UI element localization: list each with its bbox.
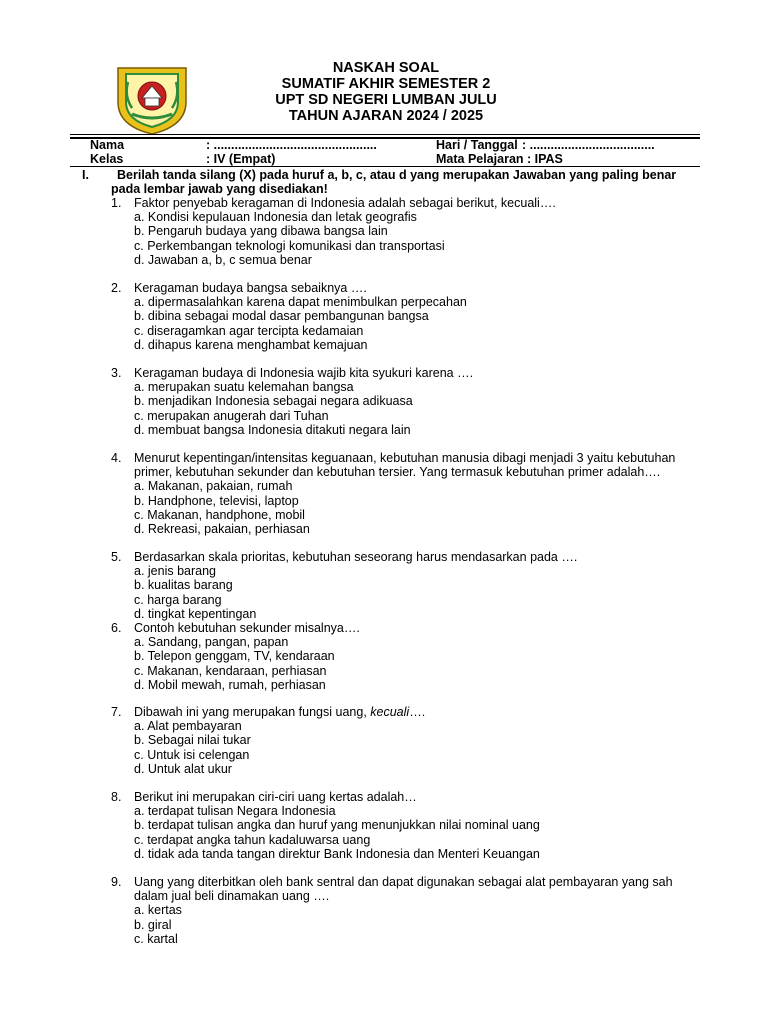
option-c[interactable]: c. Makanan, handphone, mobil	[134, 507, 305, 522]
option-a[interactable]: a. kertas	[134, 903, 182, 918]
hari-label: Hari / Tanggal	[436, 138, 518, 152]
question-stem: Contoh kebutuhan sekunder misalnya….	[134, 621, 360, 635]
title-line-4: TAHUN AJARAN 2024 / 2025	[288, 108, 484, 124]
option-d[interactable]: d. tidak ada tanda tangan direktur Bank Indonesia dan Menteri Keuangan	[134, 846, 540, 861]
option-b[interactable]: b. giral	[134, 917, 172, 932]
stem-ellipsis: ….	[409, 705, 426, 719]
option-b[interactable]: b. kualitas barang	[134, 578, 233, 593]
option-c[interactable]: c. Untuk isi celengan	[134, 747, 250, 762]
instruction-line-1: Berilah tanda silang (X) pada huruf a, b, c, atau d yang merupakan Jawaban yang paling benar	[117, 168, 677, 182]
option-c[interactable]: c. diseragamkan agar tercipta kedamaian	[134, 323, 364, 338]
question-1	[111, 196, 701, 267]
option-a[interactable]: a. merupakan suatu kelemahan bangsa	[134, 380, 354, 395]
kelas-value: : IV (Empat)	[206, 152, 276, 166]
option-d[interactable]: d. dihapus karena menghambat kemajuan	[134, 337, 368, 352]
question-8	[111, 790, 701, 861]
option-d[interactable]: d. tingkat kepentingan	[134, 606, 257, 621]
option-c[interactable]: c. kartal	[134, 931, 178, 946]
question-stem: Faktor penyebab keragaman di Indonesia adalah sebagai berikut, kecuali….	[134, 196, 556, 210]
option-a[interactable]: a. Alat pembayaran	[134, 719, 242, 734]
option-c[interactable]: c. Makanan, kendaraan, perhiasan	[134, 663, 327, 678]
instruction-line-2: pada lembar jawab yang disediakan!	[111, 182, 328, 196]
option-a[interactable]: a. Sandang, pangan, papan	[134, 635, 289, 650]
question-stem: Keragaman budaya di Indonesia wajib kita syukuri karena ….	[134, 366, 474, 380]
stem-emphasis: kecuali	[370, 705, 410, 719]
document-title	[252, 60, 520, 124]
question-number: 9.	[111, 875, 122, 889]
question-number: 1.	[111, 196, 122, 210]
school-crest-icon	[112, 62, 192, 136]
option-b[interactable]: b. dibina sebagai modal dasar pembangunan bangsa	[134, 309, 429, 324]
option-b[interactable]: b. menjadikan Indonesia sebagai negara adikuasa	[134, 394, 413, 409]
title-line-1: NASKAH SOAL	[332, 60, 440, 76]
kelas-label: Kelas	[90, 152, 124, 166]
mapel-label: Mata Pelajaran	[436, 152, 524, 166]
question-stem-line-2: primer, kebutuhan sekunder dan kebutuhan tersier. Yang termasuk kebutuhan primer adalah….	[134, 465, 661, 480]
question-number: 7.	[111, 705, 122, 719]
section-instructions	[111, 168, 701, 196]
question-9	[111, 875, 701, 946]
question-2	[111, 281, 701, 352]
option-a[interactable]: a. terdapat tulisan Negara Indonesia	[134, 804, 336, 819]
title-line-3: UPT SD NEGERI LUMBAN JULU	[275, 92, 497, 108]
option-b[interactable]: b. Handphone, televisi, laptop	[134, 493, 299, 508]
question-stem-line-1: Uang yang diterbitkan oleh bank sentral dan dapat digunakan sebagai alat pembayaran yang sah	[134, 875, 673, 889]
option-a[interactable]: a. dipermasalahkan karena dapat menimbulkan perpecahan	[134, 295, 467, 310]
question-number: 8.	[111, 790, 122, 804]
question-stem: Keragaman budaya bangsa sebaiknya ….	[134, 281, 367, 295]
nama-label: Nama	[90, 138, 125, 152]
question-number: 5.	[111, 550, 122, 564]
option-d[interactable]: d. Jawaban a, b, c semua benar	[134, 252, 312, 267]
question-7	[111, 705, 701, 776]
option-a[interactable]: a. Kondisi kepulauan Indonesia dan letak geografis	[134, 210, 417, 225]
option-d[interactable]: d. Rekreasi, pakaian, perhiasan	[134, 522, 310, 537]
option-d[interactable]: d. Untuk alat ukur	[134, 761, 232, 776]
hari-field[interactable]: : ....................................	[522, 138, 655, 152]
option-a[interactable]: a. Makanan, pakaian, rumah	[134, 479, 293, 494]
mapel-value: : IPAS	[527, 152, 563, 166]
question-stem-line-1: Menurut kepentingan/intensitas keguanaan, kebutuhan manusia dibagi menjadi 3 yaitu kebutuhan	[134, 451, 676, 465]
question-6	[111, 621, 701, 692]
question-stem	[134, 705, 701, 719]
question-number: 6.	[111, 621, 122, 635]
section-number: I.	[82, 168, 89, 182]
option-a[interactable]: a. jenis barang	[134, 564, 217, 579]
question-5	[111, 550, 701, 621]
nama-field[interactable]: : ...............................................	[206, 138, 377, 152]
question-number: 4.	[111, 451, 122, 465]
option-d[interactable]: d. membuat bangsa Indonesia ditakuti negara lain	[134, 422, 411, 437]
question-stem: Berikut ini merupakan ciri-ciri uang kertas adalah…	[134, 790, 417, 804]
option-b[interactable]: b. Sebagai nilai tukar	[134, 733, 251, 748]
header-divider-top	[70, 134, 700, 135]
question-stem: Berdasarkan skala prioritas, kebutuhan seseorang harus mendasarkan pada ….	[134, 550, 578, 564]
title-line-2: SUMATIF AKHIR SEMESTER 2	[281, 76, 491, 92]
option-c[interactable]: c. harga barang	[134, 592, 222, 607]
question-4	[111, 451, 701, 536]
option-d[interactable]: d. Mobil mewah, rumah, perhiasan	[134, 677, 326, 692]
option-c[interactable]: c. merupakan anugerah dari Tuhan	[134, 408, 329, 423]
stem-text: Dibawah ini yang merupakan fungsi uang,	[134, 705, 371, 719]
question-number: 2.	[111, 281, 122, 295]
option-c[interactable]: c. terdapat angka tahun kadaluwarsa uang	[134, 832, 371, 847]
info-divider	[70, 166, 700, 167]
question-stem-line-2: dalam jual beli dinamakan uang ….	[134, 889, 330, 904]
question-number: 3.	[111, 366, 122, 380]
option-b[interactable]: b. Pengaruh budaya yang dibawa bangsa lain	[134, 224, 388, 239]
option-c[interactable]: c. Perkembangan teknologi komunikasi dan transportasi	[134, 238, 445, 253]
option-b[interactable]: b. Telepon genggam, TV, kendaraan	[134, 649, 335, 664]
question-3	[111, 366, 701, 437]
option-b[interactable]: b. terdapat tulisan angka dan huruf yang menunjukkan nilai nominal uang	[134, 818, 540, 833]
